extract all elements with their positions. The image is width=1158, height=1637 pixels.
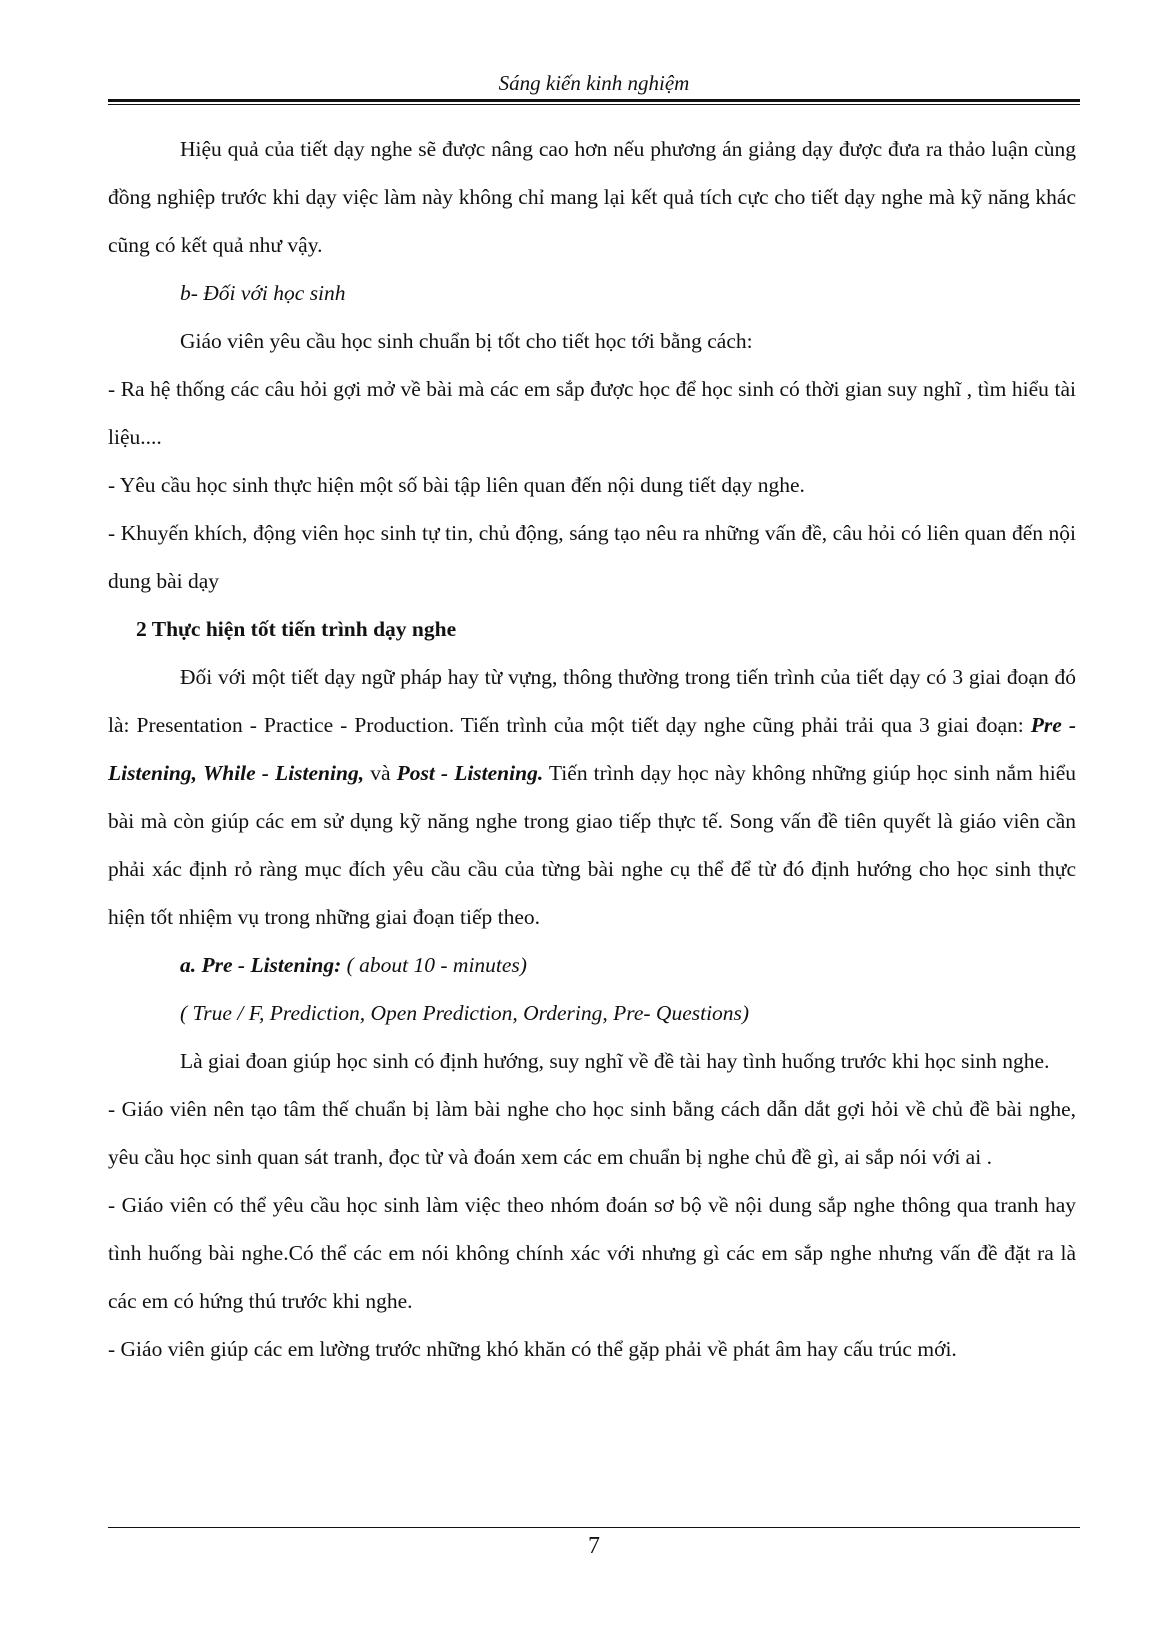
page-number: 7 [588, 1533, 600, 1559]
list-item: - Giáo viên nên tạo tâm thế chuẩn bị làm bài nghe cho học sinh bằng cách dẫn dắt gợi hỏi về chủ đề bài nghe, yêu cầu học sinh quan sát tranh, đọc từ và đoán xem các em chuẩn bị nghe chủ đề gì, ai sắp nói với ai . [108, 1097, 1076, 1169]
list-item: - Giáo viên có thể yêu cầu học sinh làm việc theo nhóm đoán sơ bộ về nội dung sắp nghe thông qua tranh hay tình huống bài nghe.Có thể các em nói không chính xác với nhưng gì các em sắp nghe nhưng vấn đề đặt ra là các em có hứng thú trước khi nghe. [108, 1193, 1076, 1313]
header-title: Sáng kiến kinh nghiệm [498, 71, 690, 95]
header-rule-thick [108, 99, 1080, 102]
list-item: - Khuyến khích, động viên học sinh tự tin, chủ động, sáng tạo nêu ra những vấn đề, câu hỏi có liên quan đến nội dung bài dạy [108, 521, 1076, 593]
stage-post-listening: Post - Listening. [396, 761, 544, 785]
text-run: Đối với một tiết dạy ngữ pháp hay từ vựng, thông thường trong tiến trình của tiết dạy có 3 giai đoạn đó là: Presentation - Practice - Production. Tiến trình của một tiết dạy nghe cũng phải trải qua 3 giai đoạn: [108, 665, 1076, 737]
pre-listening-activity-types: ( True / F, Prediction, Open Prediction, Ordering, Pre- Questions) [180, 1001, 750, 1025]
list-item: - Yêu cầu học sinh thực hiện một số bài tập liên quan đến nội dung tiết dạy nghe. [108, 473, 805, 497]
text-run: Tiến trình dạy học này không những giúp học sinh nắm hiểu bài mà còn giúp các em sử dụng kỹ năng nghe trong giao tiếp thực tế. Song vấn đề tiên quyết là giáo viên cần phải xác định rỏ ràng mục đích yêu cầu cầu của từng bài nghe cụ thể để từ đó định hướng cho học sinh thực hiện tốt nhiệm vụ trong những giai đoạn tiếp theo. [108, 761, 1077, 929]
paragraph-effectiveness: Hiệu quả của tiết dạy nghe sẽ được nâng cao hơn nếu phương án giảng dạy được đưa ra thảo luận cùng đồng nghiệp trước khi dạy việc làm này không chỉ mang lại kết quả tích cực cho tiết dạy nghe mà kỹ năng khác cũng có kết quả như vậy. [108, 137, 1076, 257]
subheading-for-students: b- Đối với học sinh [180, 281, 346, 305]
paragraph-listening-stages [108, 653, 1076, 941]
stage-while-listening: While - Listening, [203, 761, 365, 785]
stage-pre-listening: Pre - Listening, [108, 713, 1077, 785]
list-item: - Ra hệ thống các câu hỏi gợi mở về bài mà các em sắp được học để học sinh có thời gian suy nghĩ , tìm hiểu tài liệu.... [108, 377, 1076, 449]
paragraph-teacher-requests: Giáo viên yêu cầu học sinh chuẩn bị tốt cho tiết học tới bằng cách: [180, 329, 753, 353]
pre-listening-title: a. Pre - Listening: [180, 953, 342, 977]
header-rule-thin [108, 104, 1080, 105]
conjunction: và [370, 761, 391, 785]
subheading-pre-listening [108, 941, 1076, 989]
paragraph-pre-listening-purpose: Là giai đoan giúp học sinh có định hướng, suy nghĩ về đề tài hay tình huống trước khi học sinh nghe. [180, 1049, 1050, 1073]
section-heading-listening-process: 2 Thực hiện tốt tiến trình dạy nghe [136, 617, 457, 641]
pre-listening-duration: ( about 10 - minutes) [346, 953, 527, 977]
list-item: - Giáo viên giúp các em lường trước những khó khăn có thể gặp phải về phát âm hay cấu trúc mới. [108, 1337, 957, 1361]
document-body [108, 125, 1076, 1373]
footer-rule [108, 1527, 1080, 1528]
